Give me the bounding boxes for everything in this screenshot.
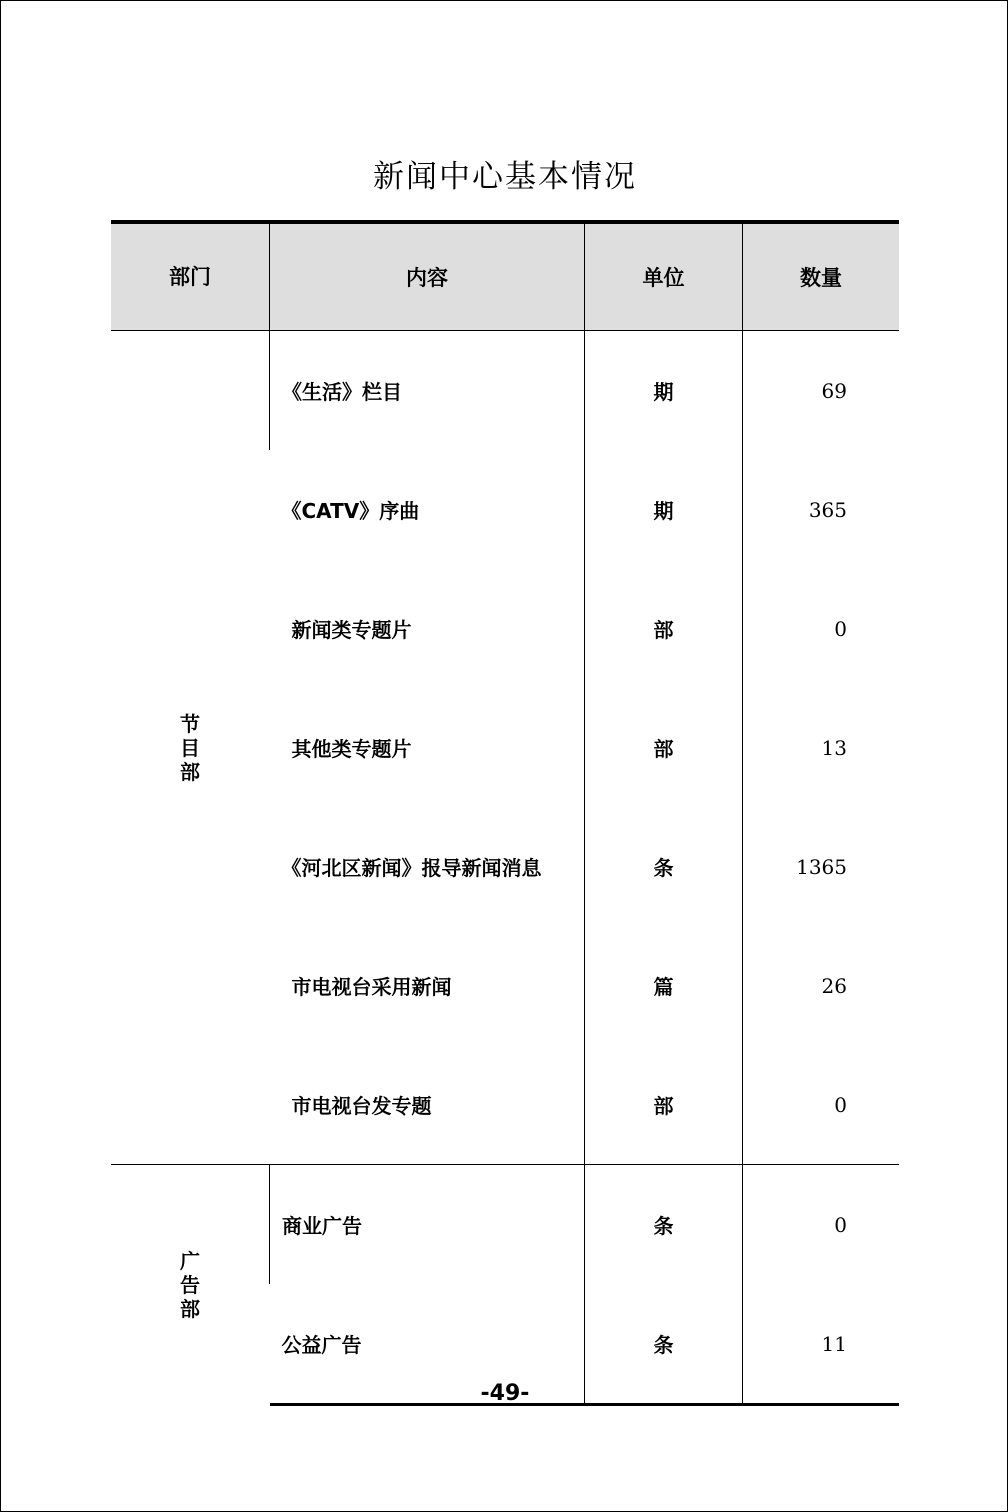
unit-cell: 期: [585, 450, 743, 569]
header-content: 内容: [270, 222, 585, 331]
department-cell-advertising: 广 告 部: [111, 1165, 270, 1405]
unit-cell: 条: [585, 1165, 743, 1285]
unit-cell: 期: [585, 331, 743, 451]
content-cell: 新闻类专题片: [291, 618, 412, 642]
content-cell: 公益广告: [270, 1284, 585, 1405]
unit-cell: 条: [585, 1284, 743, 1405]
quantity-cell: 0: [743, 569, 900, 688]
quantity-cell: 11: [743, 1284, 900, 1405]
page-number: -49-: [480, 1381, 530, 1406]
header-quantity: 数量: [743, 222, 900, 331]
table-row: [111, 1165, 899, 1285]
header-unit: 单位: [585, 222, 743, 331]
unit-cell: 部: [585, 688, 743, 807]
quantity-cell: 1365: [743, 807, 900, 926]
content-cell: 其他类专题片: [291, 737, 412, 761]
unit-cell: 部: [585, 569, 743, 688]
content-cell: 市电视台发专题: [291, 1094, 432, 1118]
quantity-cell: 69: [743, 331, 900, 451]
unit-cell: 篇: [585, 926, 743, 1045]
quantity-cell: 0: [743, 1165, 900, 1285]
quantity-cell: 26: [743, 926, 900, 1045]
unit-cell: 条: [585, 807, 743, 926]
department-cell-program: 节 目 部: [180, 711, 200, 784]
content-cell: 市电视台采用新闻: [291, 975, 452, 999]
quantity-cell: 0: [743, 1045, 900, 1165]
quantity-cell: 13: [743, 688, 900, 807]
content-cell: 《生活》栏目: [270, 331, 585, 451]
header-department: 部门: [111, 222, 270, 331]
content-cell: 《河北区新闻》报导新闻消息: [281, 856, 542, 880]
table-row: [111, 331, 899, 451]
table-header-row: [111, 222, 899, 331]
unit-cell: 部: [585, 1045, 743, 1165]
content-cell: 商业广告: [270, 1165, 585, 1285]
summary-table: [111, 220, 899, 1406]
page-title: 新闻中心基本情况: [373, 159, 637, 195]
content-cell: 《CATV》序曲: [281, 499, 420, 523]
quantity-cell: 365: [743, 450, 900, 569]
